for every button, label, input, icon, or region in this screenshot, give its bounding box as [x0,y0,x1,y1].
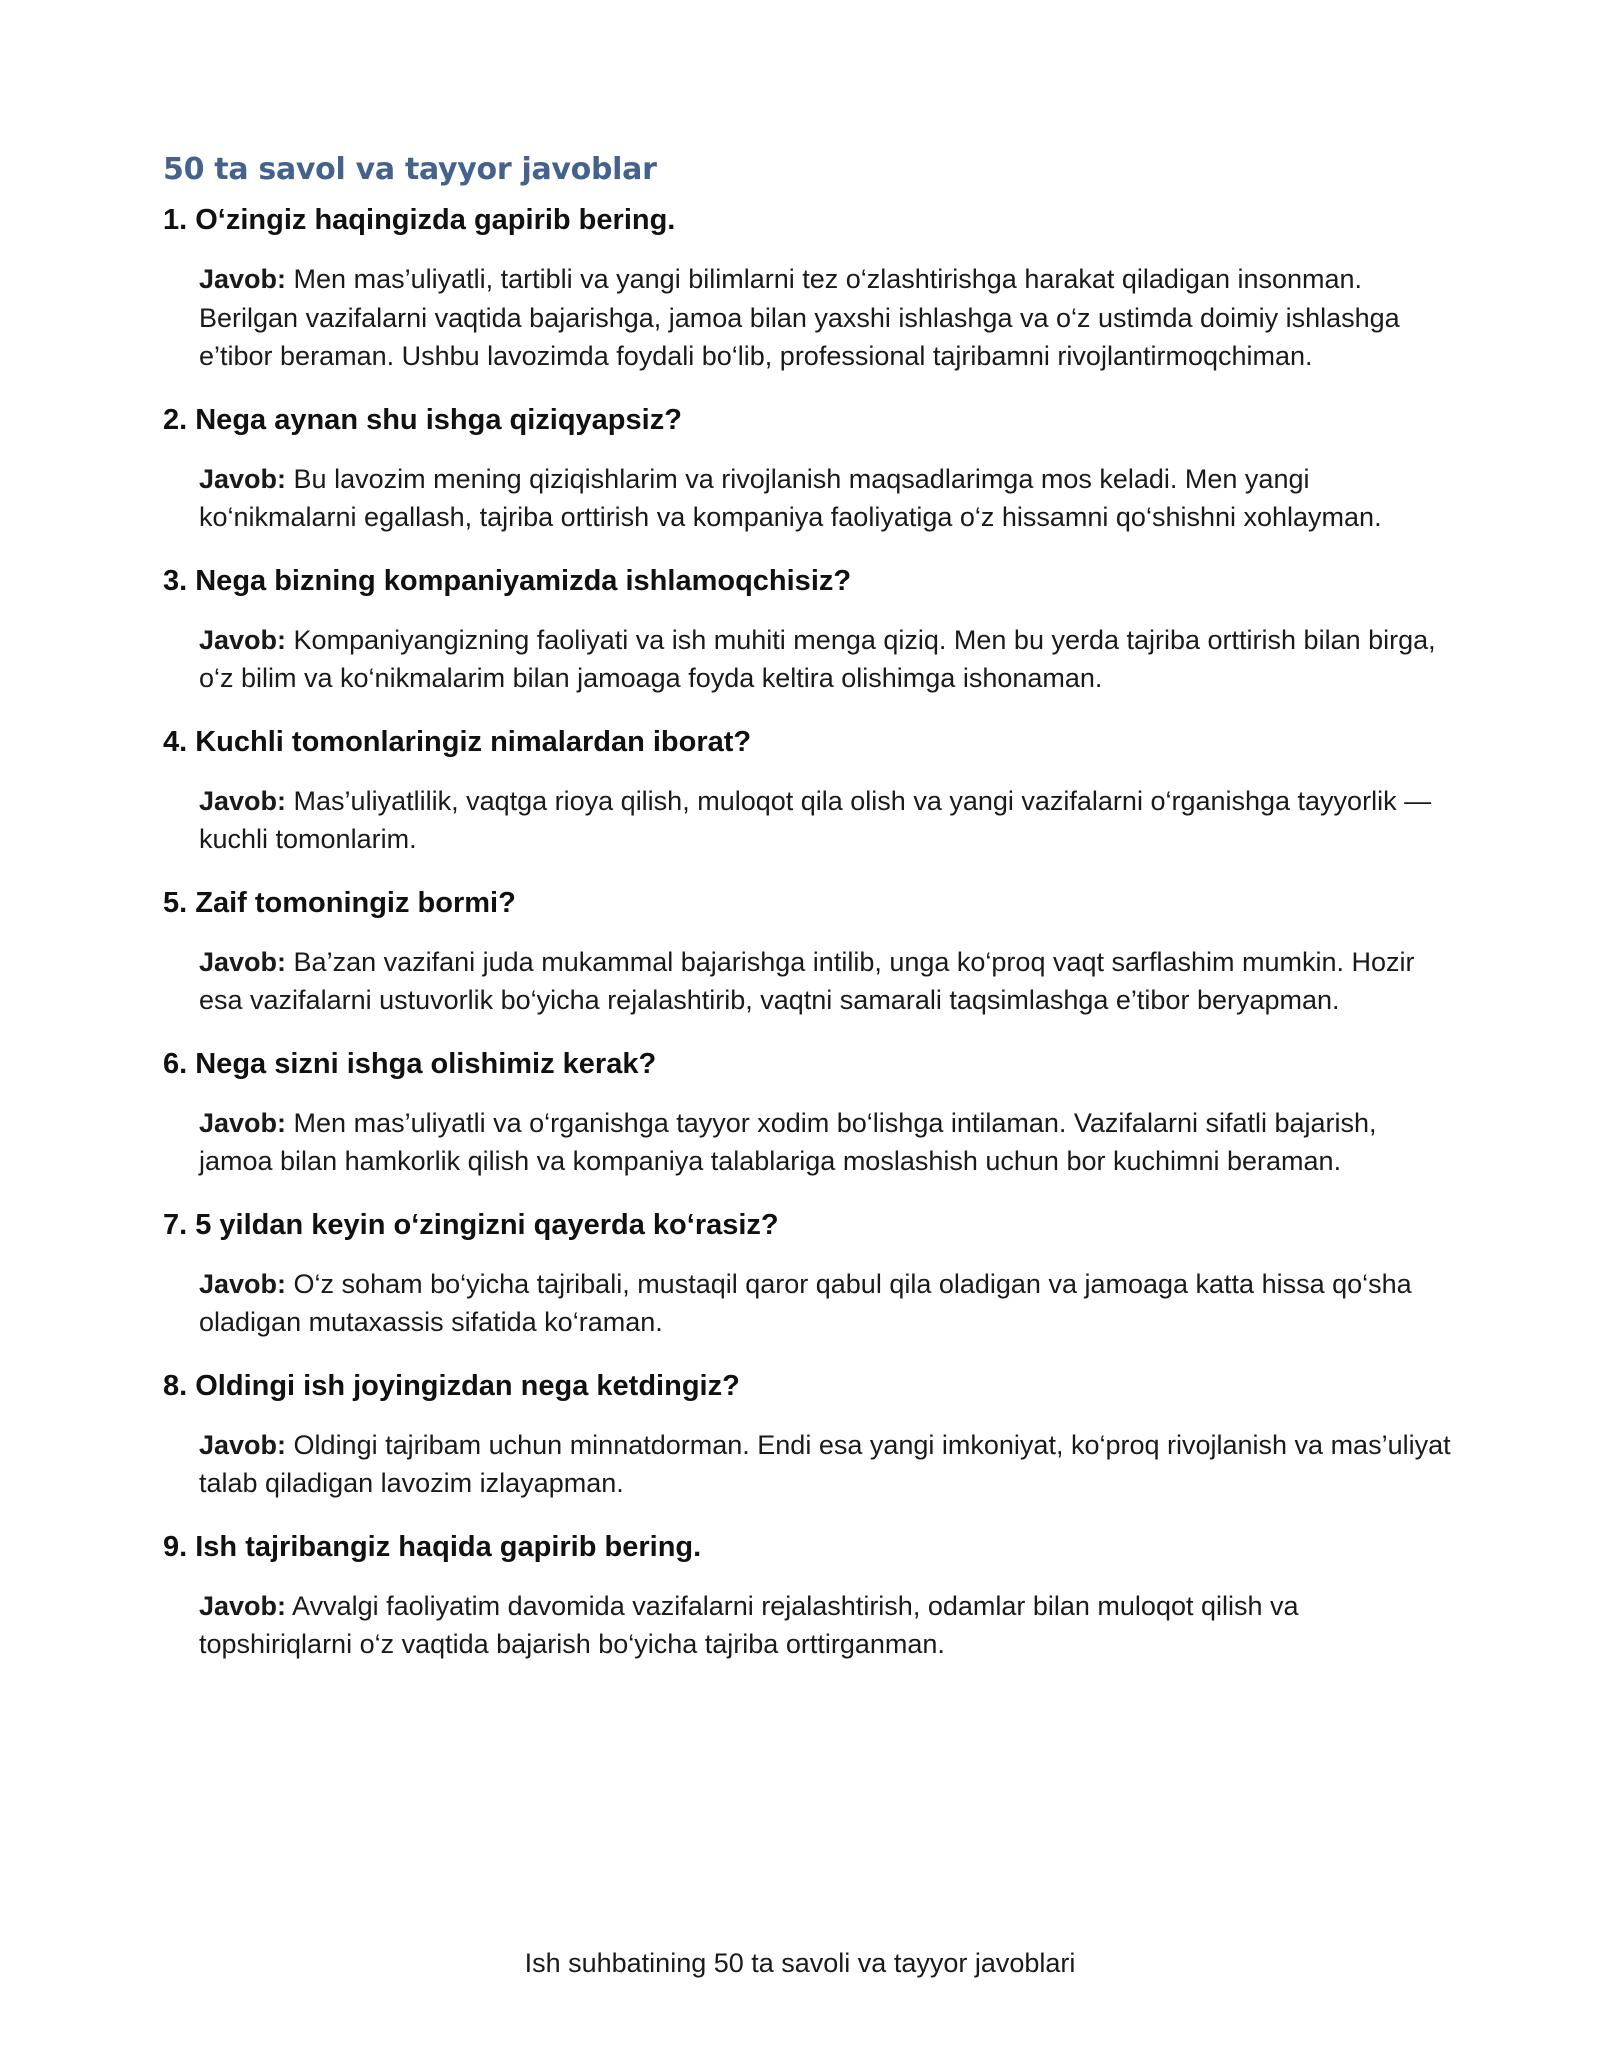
qa-item-8 [163,1366,1453,1503]
page-footer: Ish suhbatining 50 ta savoli va tayyor javoblari [524,1948,1076,1978]
answer-9 [199,1587,1453,1664]
question-7: 7. 5 yildan keyin o‘zingizni qayerda ko‘rasiz? [163,1208,779,1241]
answer-lead: Javob: [199,463,287,494]
question-4: 4. Kuchli tomonlaringiz nimalardan iborat? [163,725,752,758]
answer-text-1: Men mas’uliyatli, tartibli va yangi bilimlarni tez o‘zlashtirishga harakat qiladigan insonman. Berilgan vazifalarni vaqtida bajarishga, jamoa bilan yaxshi ishlashga va o‘z ustimda doimiy ishlashga e’tibor beraman. Ushbu lavozimda foydali bo‘lib, professional tajribamni rivojlantirmoqchiman. [199,264,1400,371]
answer-7 [199,1265,1453,1342]
qa-item-2 [163,400,1453,537]
answer-3 [199,621,1453,698]
qa-item-4 [163,722,1453,859]
answer-text-3: Kompaniyangizning faoliyati va ish muhiti menga qiziq. Men bu yerda tajriba orttirish bilan birga, o‘z bilim va ko‘nikmalarim bilan jamoaga foyda keltira olishimga ishonaman. [199,624,1436,693]
question-5: 5. Zaif tomoningiz bormi? [163,886,516,919]
document-title: 50 ta savol va tayyor javoblar [163,152,657,187]
qa-item-7 [163,1205,1453,1342]
question-9: 9. Ish tajribangiz haqida gapirib bering. [163,1530,702,1563]
question-6: 6. Nega sizni ishga olishimiz kerak? [163,1047,657,1080]
answer-text-9: Avvalgi faoliyatim davomida vazifalarni rejalashtirish, odamlar bilan muloqot qilish va topshiriqlarni o‘z vaqtida bajarish bo‘yicha tajriba orttirganman. [199,1590,1299,1659]
answer-lead: Javob: [199,1429,287,1460]
qa-item-6 [163,1044,1453,1181]
answer-8 [199,1426,1453,1503]
question-2: 2. Nega aynan shu ishga qiziqyapsiz? [163,403,682,436]
answer-2 [199,460,1453,537]
qa-item-5 [163,883,1453,1020]
answer-lead: Javob: [199,1107,287,1138]
answer-lead: Javob: [199,946,287,977]
answer-lead: Javob: [199,264,287,294]
answer-lead: Javob: [199,1268,287,1299]
answer-1 [199,260,1453,376]
answer-text-6: Men mas’uliyatli va o‘rganishga tayyor xodim bo‘lishga intilaman. Vazifalarni sifatli bajarish, jamoa bilan hamkorlik qilish va kompaniya talablariga moslashish uchun bor kuchimni beraman. [199,1107,1377,1176]
document-page [163,148,1453,1688]
qa-item-9 [163,1527,1453,1664]
question-1: 1. O‘zingiz haqingizda gapirib bering. [163,204,676,236]
answer-lead: Javob: [199,624,287,655]
answer-text-5: Ba’zan vazifani juda mukammal bajarishga intilib, unga ko‘proq vaqt sarflashim mumkin. Hozir esa vazifalarni ustuvorlik bo‘yicha rejalashtirib, vaqtni samarali taqsimlashga e’tibor beryapman. [199,946,1415,1015]
answer-text-2: Bu lavozim mening qiziqishlarim va rivojlanish maqsadlarimga mos keladi. Men yangi ko‘nikmalarni egallash, tajriba orttirish va kompaniya faoliyatiga o‘z hissamni qo‘shishni xohlayman. [199,463,1382,532]
answer-lead: Javob: [199,1590,287,1621]
answer-5 [199,943,1453,1020]
qa-item-1 [163,200,1453,376]
qa-item-3 [163,561,1453,698]
answer-4 [199,782,1453,859]
answer-text-7: O‘z soham bo‘yicha tajribali, mustaqil qaror qabul qila oladigan va jamoaga katta hissa qo‘sha oladigan mutaxassis sifatida ko‘raman. [199,1268,1412,1337]
question-8: 8. Oldingi ish joyingizdan nega ketdingiz? [163,1369,740,1402]
answer-text-8: Oldingi tajribam uchun minnatdorman. Endi esa yangi imkoniyat, ko‘proq rivojlanish va mas’uliyat talab qiladigan lavozim izlayapman. [199,1429,1451,1498]
answer-text-4: Mas’uliyatlilik, vaqtga rioya qilish, muloqot qila olish va yangi vazifalarni o‘rganishga tayyorlik — kuchli tomonlarim. [199,785,1432,854]
answer-lead: Javob: [199,785,287,816]
question-3: 3. Nega bizning kompaniyamizda ishlamoqchisiz? [163,564,852,597]
answer-6 [199,1104,1453,1181]
